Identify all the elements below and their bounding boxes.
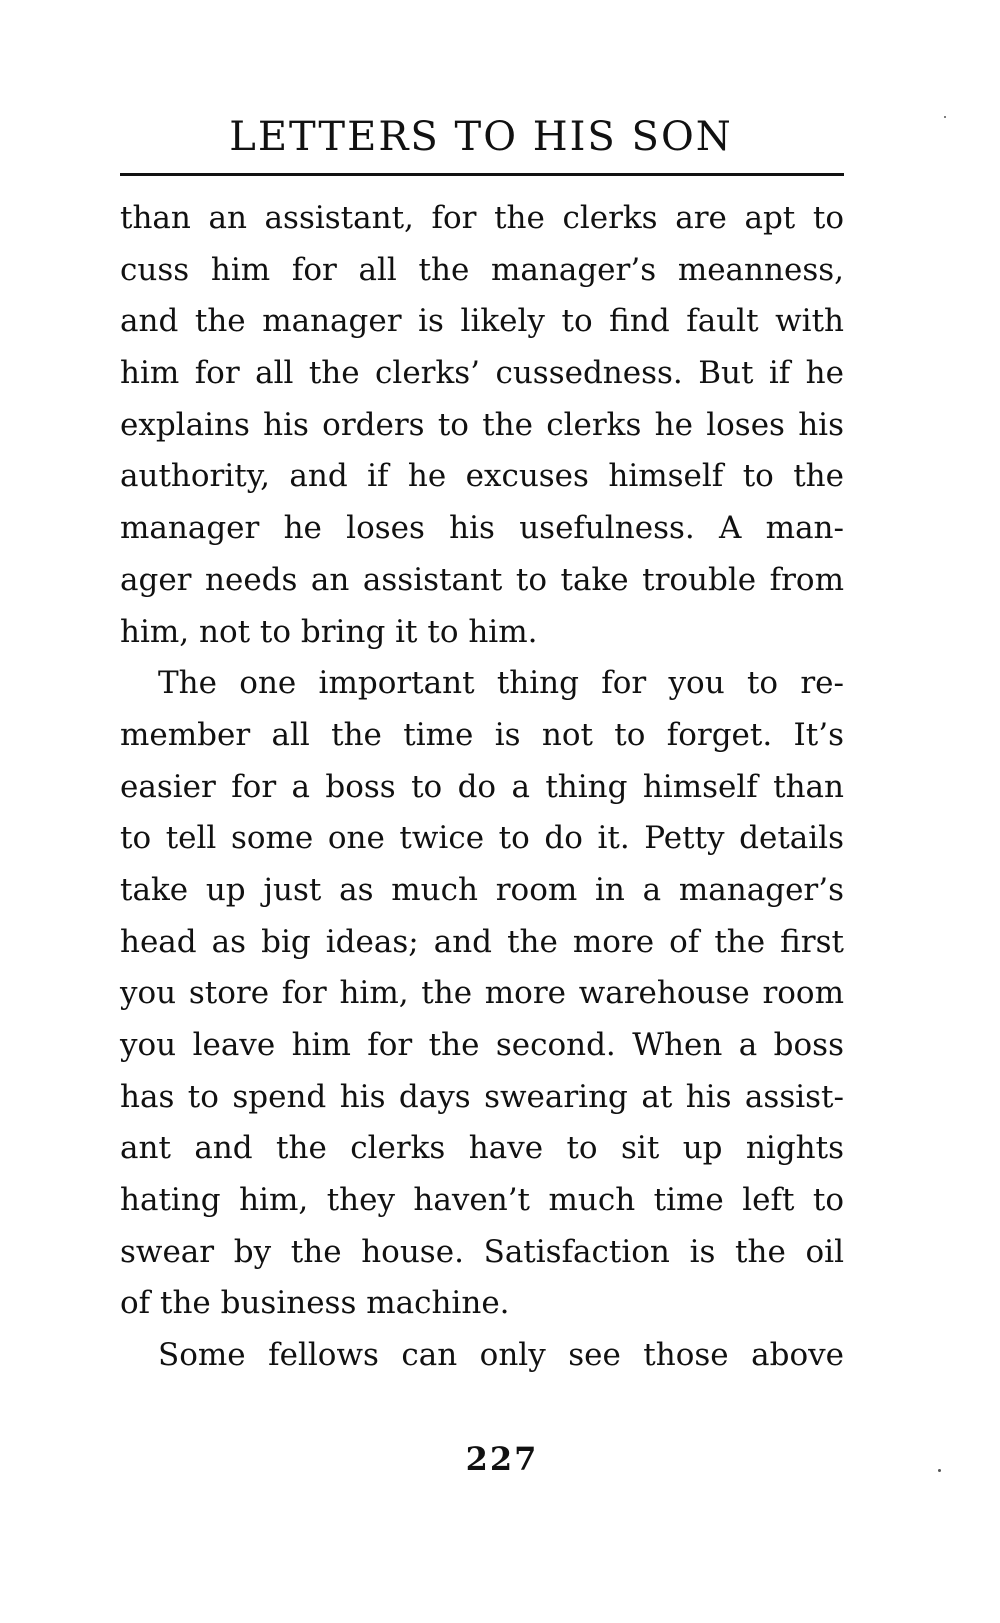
text-line: cuss him for all the manager’s meanness,	[120, 251, 844, 288]
paper-speck	[938, 1469, 941, 1472]
text-line: The one important thing for you to re-	[158, 665, 844, 702]
text-line: take up just as much room in a manager’s	[120, 871, 844, 908]
text-line: member all the time is not to forget. It’s	[120, 716, 844, 753]
text-line: has to spend his days swearing at his assist-	[120, 1078, 844, 1115]
text-line: head as big ideas; and the more of the first	[120, 923, 844, 960]
text-line: and the manager is likely to find fault with	[120, 303, 844, 340]
text-line: swear by the house. Satisfaction is the oil	[120, 1233, 844, 1270]
text-line: ant and the clerks have to sit up nights	[120, 1130, 844, 1167]
text-line: than an assistant, for the clerks are apt to	[120, 200, 844, 236]
paper-speck	[944, 116, 946, 118]
text-line: explains his orders to the clerks he loses his	[120, 406, 844, 443]
running-head: LETTERS TO HIS SON	[229, 114, 733, 160]
text-line: Some fellows can only see those above	[158, 1337, 844, 1374]
header-rule	[120, 173, 844, 176]
text-line: to tell some one twice to do it. Petty details	[120, 820, 844, 857]
text-line: him, not to bring it to him.	[120, 613, 538, 650]
text-line: him for all the clerks’ cussedness. But if he	[120, 355, 844, 392]
text-line: ager needs an assistant to take trouble from	[120, 561, 844, 598]
text-line: easier for a boss to do a thing himself than	[120, 768, 844, 805]
body-text	[120, 193, 844, 1382]
text-line: you leave him for the second. When a boss	[120, 1027, 844, 1063]
text-line: you store for him, the more warehouse room	[120, 975, 844, 1012]
text-line: hating him, they haven’t much time left to	[120, 1182, 844, 1219]
text-line: of the business machine.	[120, 1285, 510, 1322]
text-line: authority, and if he excuses himself to the	[120, 458, 844, 495]
page-number: 227	[465, 1440, 539, 1478]
text-line: manager he loses his usefulness. A man-	[120, 510, 844, 547]
